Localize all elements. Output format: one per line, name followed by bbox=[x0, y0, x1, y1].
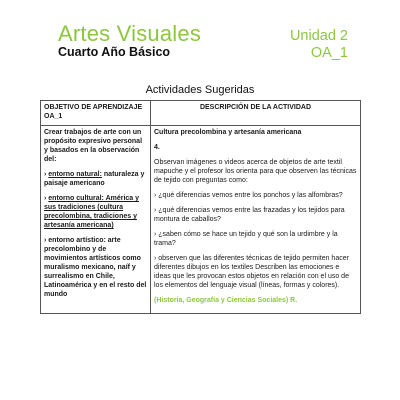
activity-heading: Cultura precolombina y artesanía americana bbox=[154, 129, 302, 136]
objective-item-cultural: › entorno cultural: América y sus tradiciones (cultura precolombina, tradiciones y artesanía americana) bbox=[44, 195, 140, 229]
objective-column-header: OBJETIVO DE APRENDIZAJE OA_1 bbox=[41, 101, 151, 126]
objective-item-natural-label: entorno natural: bbox=[48, 171, 102, 178]
activity-paragraph-2: › observen que las diferentes técnicas de tejido permiten hacer diferentes dibujos en los textiles Describen las emociones e ideas que les provocan estos objetos en relación con el uso de los elementos del lenguaje visual (líneas, formas y colores). bbox=[154, 255, 349, 289]
activity-question-3: › ¿saben cómo se hace un tejido y qué son la urdimbre y la trama? bbox=[154, 231, 338, 247]
objective-item-artistic: › entorno artístico: arte precolombino y de movimientos artísticos como muralismo mexicano, naíf y surrealismo en Chile, Latinoamérica y en el resto del mundo bbox=[44, 237, 147, 298]
activity-cell bbox=[151, 126, 361, 314]
document-header bbox=[0, 0, 400, 70]
objective-cell bbox=[41, 126, 151, 314]
oa-label: OA_1 bbox=[310, 45, 348, 61]
objective-intro: Crear trabajos de arte con un propósito expresivo personal y basados en la observación del: bbox=[44, 129, 143, 163]
activity-number: 4. bbox=[154, 144, 160, 151]
objective-item-artistic-text: entorno artístico: arte precolombino y de movimientos artísticos como muralismo mexicano, naíf y surrealismo en Chile, Latinoamérica y en el resto del mundo bbox=[44, 237, 147, 298]
activity-paragraph-1: Observan imágenes o videos acerca de objetos de arte textil mapuche y el profesor los orienta para que observen las técnicas de tejido con preguntas como: bbox=[154, 159, 357, 184]
subject-title: Artes Visuales bbox=[58, 21, 202, 46]
section-title: Actividades Sugeridas bbox=[145, 84, 255, 96]
objective-item-natural: › entorno natural: naturaleza y paisaje americano bbox=[44, 171, 145, 187]
activity-column-header: DESCRIPCIÓN DE LA ACTIVIDAD bbox=[151, 101, 361, 126]
table-row bbox=[41, 126, 361, 314]
unit-label: Unidad 2 bbox=[289, 28, 348, 44]
objective-item-natural-text: naturaleza y paisaje americano bbox=[44, 171, 145, 187]
activity-question-1: › ¿qué diferencias vemos entre los ponchos y las alfombras? bbox=[154, 192, 343, 199]
activities-table bbox=[40, 100, 361, 314]
table-header-row bbox=[41, 101, 361, 126]
objective-item-cultural-text: entorno cultural: América y sus tradiciones (cultura precolombina, tradiciones y artesanía americana) bbox=[44, 195, 140, 229]
activity-question-2: › ¿qué diferencias vemos entre las frazadas y los tejidos para montura de caballos? bbox=[154, 207, 345, 223]
grade-subtitle: Cuarto Año Básico bbox=[58, 45, 171, 59]
activity-crossref-note: (Historia, Geografía y Ciencias Sociales) R. bbox=[154, 297, 298, 304]
